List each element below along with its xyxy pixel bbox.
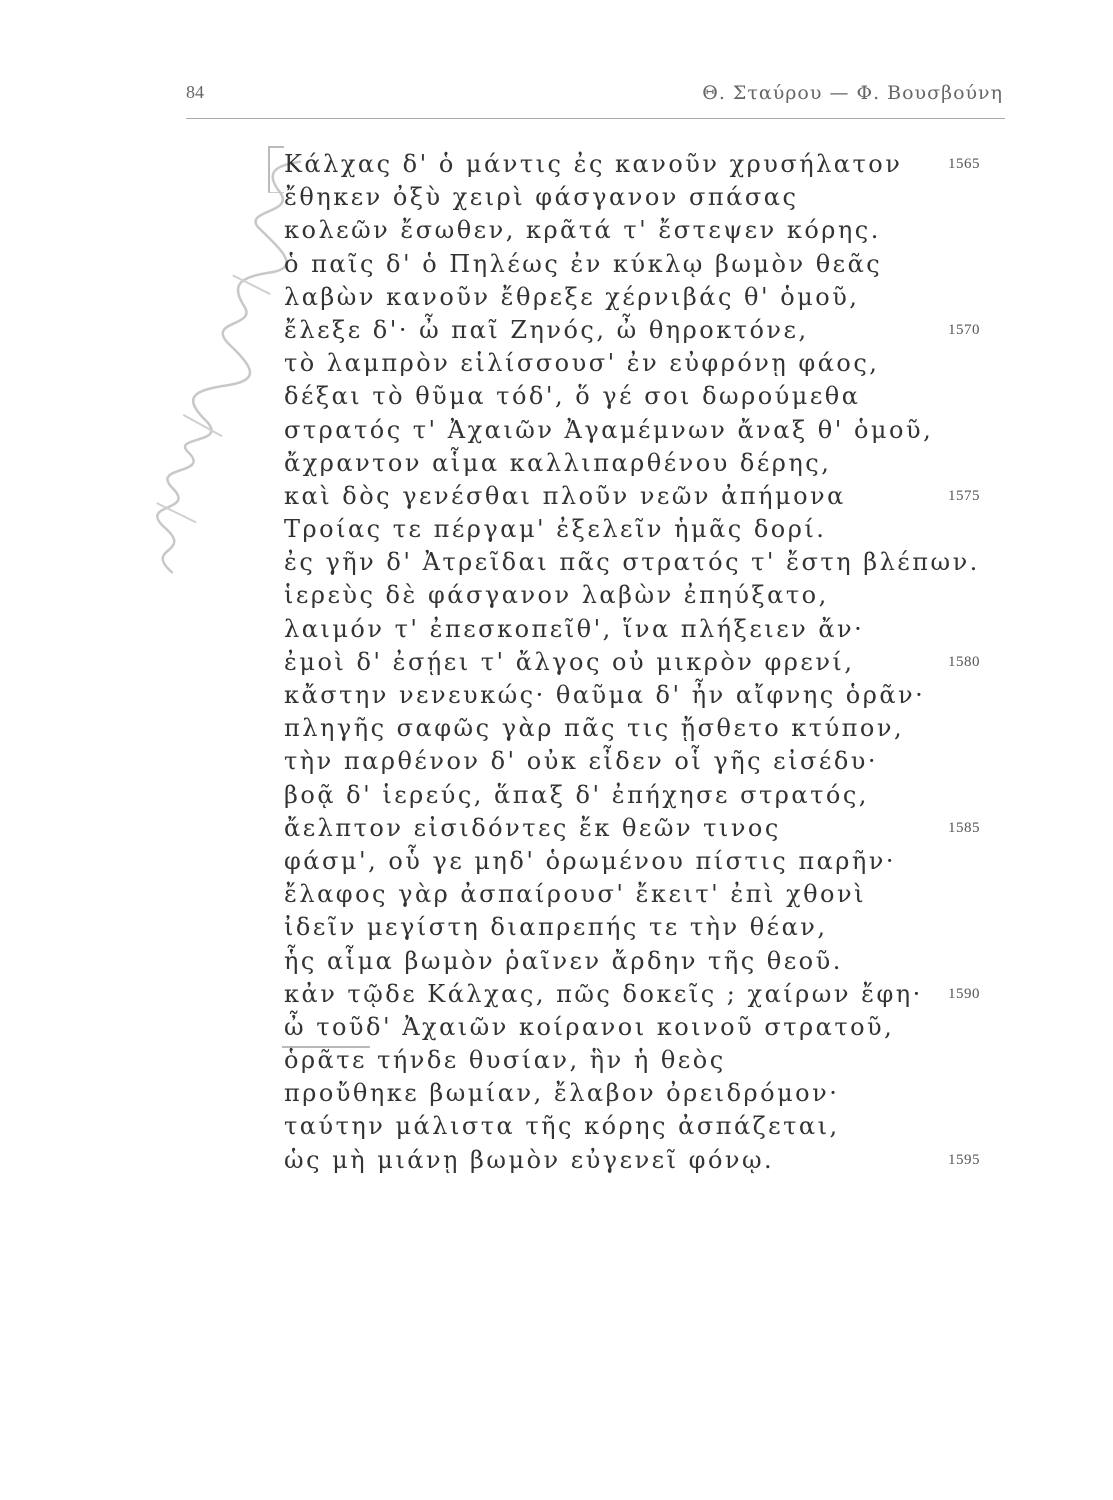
verse-text: τὴν παρθένον δ' οὐκ εἶδεν οἷ γῆς εἰσέδυ· bbox=[284, 747, 879, 776]
verse-line bbox=[284, 148, 1004, 181]
verse-text: στρατός τ' Ἀχαιῶν Ἀγαμέμνων ἄναξ θ' ὁμοῦ, bbox=[284, 415, 934, 444]
verse-line bbox=[284, 281, 1004, 314]
verse-line bbox=[284, 1077, 1004, 1110]
verse-text: ἄχραντον αἷμα καλλιπαρθένου δέρης, bbox=[284, 448, 832, 477]
verse-line bbox=[284, 513, 1004, 546]
verse-line bbox=[284, 181, 1004, 214]
verse-line bbox=[284, 613, 1004, 646]
verse-line bbox=[284, 314, 1004, 347]
line-number: 1585 bbox=[948, 819, 980, 836]
verse-text: ἔλεξε δ'· ὦ παῖ Ζηνός, ὦ θηροκτόνε, bbox=[284, 315, 809, 344]
verse-line bbox=[284, 380, 1004, 413]
verse-line bbox=[284, 945, 1004, 978]
verse-text: ἱερεὺς δὲ φάσγανον λαβὼν ἐπηύξατο, bbox=[284, 581, 829, 610]
verse-line bbox=[284, 646, 1004, 679]
verse-line bbox=[284, 1110, 1004, 1143]
verse-text: δέξαι τὸ θῦμα τόδ', ὅ γέ σοι δωρούμεθα bbox=[284, 382, 861, 411]
verse-text: Κάλχας δ' ὁ μάντις ἐς κανοῦν χρυσήλατον bbox=[284, 150, 903, 178]
header-rule bbox=[186, 118, 1005, 119]
page-number: 84 bbox=[186, 82, 204, 102]
verse-line bbox=[284, 347, 1004, 380]
verse-text: ἔθηκεν ὀξὺ χειρὶ φάσγανον σπάσας bbox=[284, 183, 799, 212]
verse-block bbox=[284, 148, 1004, 1177]
verse-line bbox=[284, 745, 1004, 778]
verse-text: ἰδεῖν μεγίστη διαπρεπής τε τὴν θέαν, bbox=[284, 913, 828, 942]
line-number: 1570 bbox=[948, 321, 980, 338]
verse-text: φάσμ', οὗ γε μηδ' ὁρωμένου πίστις παρῆν· bbox=[284, 846, 897, 875]
verse-text: ἄελπτον εἰσιδόντες ἔκ θεῶν τινος bbox=[284, 813, 781, 842]
verse-line bbox=[284, 878, 1004, 911]
verse-text: πληγῆς σαφῶς γὰρ πᾶς τις ᾔσθετο κτύπον, bbox=[284, 714, 905, 743]
verse-text: ἐμοὶ δ' ἐσῄει τ' ἄλγος οὐ μικρὸν φρενί, bbox=[284, 647, 855, 676]
verse-text: ἧς αἷμα βωμὸν ῥαῖνεν ἄρδην τῆς θεοῦ. bbox=[284, 946, 843, 975]
verse-line bbox=[284, 978, 1004, 1011]
line-number: 1575 bbox=[948, 487, 980, 504]
verse-line bbox=[284, 214, 1004, 247]
verse-text: κολεῶν ἔσωθεν, κρᾶτά τ' ἔστεψεν κόρης. bbox=[284, 216, 881, 245]
verse-line bbox=[284, 414, 1004, 447]
verse-text: λαιμόν τ' ἐπεσκοπεῖθ', ἵνα πλήξειεν ἄν· bbox=[284, 614, 865, 643]
verse-line bbox=[284, 1144, 1004, 1177]
verse-text: κἀν τῷδε Κάλχας, πῶς δοκεῖς ; χαίρων ἔφη· bbox=[284, 979, 923, 1008]
verse-text: ἐς γῆν δ' Ἀτρεῖδαι πᾶς στρατός τ' ἔστη βλέπων. bbox=[284, 548, 980, 577]
verse-text: βοᾷ δ' ἱερεύς, ἅπαξ δ' ἐπήχησε στρατός, bbox=[284, 780, 869, 809]
line-number: 1580 bbox=[948, 653, 980, 670]
verse-text: λαβὼν κανοῦν ἔθρεξε χέρνιβάς θ' ὁμοῦ, bbox=[284, 282, 860, 311]
verse-text: τὸ λαμπρὸν εἱλίσσουσ' ἐν εὐφρόνῃ φάος, bbox=[284, 349, 880, 378]
line-number: 1590 bbox=[948, 985, 980, 1002]
verse-line bbox=[284, 480, 1004, 513]
verse-text: καὶ δὸς γενέσθαι πλοῦν νεῶν ἀπήμονα bbox=[284, 481, 846, 510]
verse-text: ὦ τοῦδ' Ἀχαιῶν κοίρανοι κοινοῦ στρατοῦ, bbox=[284, 1012, 895, 1041]
verse-line bbox=[284, 679, 1004, 712]
verse-text: ὡς μὴ μιάνῃ βωμὸν εὐγενεῖ φόνῳ. bbox=[284, 1145, 775, 1174]
verse-text: κἄστην νενευκώς· θαῦμα δ' ἦν αἴφνης ὁρᾶν· bbox=[284, 681, 926, 709]
verse-line bbox=[284, 712, 1004, 745]
line-number: 1565 bbox=[948, 156, 980, 172]
line-number: 1595 bbox=[948, 1151, 980, 1168]
verse-line bbox=[284, 447, 1004, 480]
verse-text: Τροίας τε πέργαμ' ἐξελεῖν ἡμᾶς δορί. bbox=[284, 515, 827, 544]
verse-line bbox=[284, 812, 1004, 845]
verse-line bbox=[284, 911, 1004, 944]
running-title: Θ. Σταύρου — Φ. Βουσβούνη bbox=[702, 82, 1003, 104]
verse-text: ὁρᾶτε τήνδε θυσίαν, ἣν ἡ θεὸς bbox=[284, 1046, 726, 1075]
verse-line bbox=[284, 546, 1004, 579]
verse-line bbox=[284, 1011, 1004, 1044]
verse-line bbox=[284, 579, 1004, 612]
verse-text: ταύτην μάλιστα τῆς κόρης ἀσπάζεται, bbox=[284, 1112, 840, 1141]
verse-text: προὔθηκε βωμίαν, ἔλαβον ὀρειδρόμον· bbox=[284, 1079, 840, 1108]
verse-text: ἔλαφος γὰρ ἀσπαίρουσ' ἔκειτ' ἐπὶ χθονὶ bbox=[284, 880, 867, 909]
verse-line bbox=[284, 845, 1004, 878]
verse-line bbox=[284, 1044, 1004, 1077]
verse-line bbox=[284, 248, 1004, 281]
verse-line bbox=[284, 779, 1004, 812]
verse-text: ὁ παῖς δ' ὁ Πηλέως ἐν κύκλῳ βωμὸν θεᾶς bbox=[284, 249, 883, 278]
